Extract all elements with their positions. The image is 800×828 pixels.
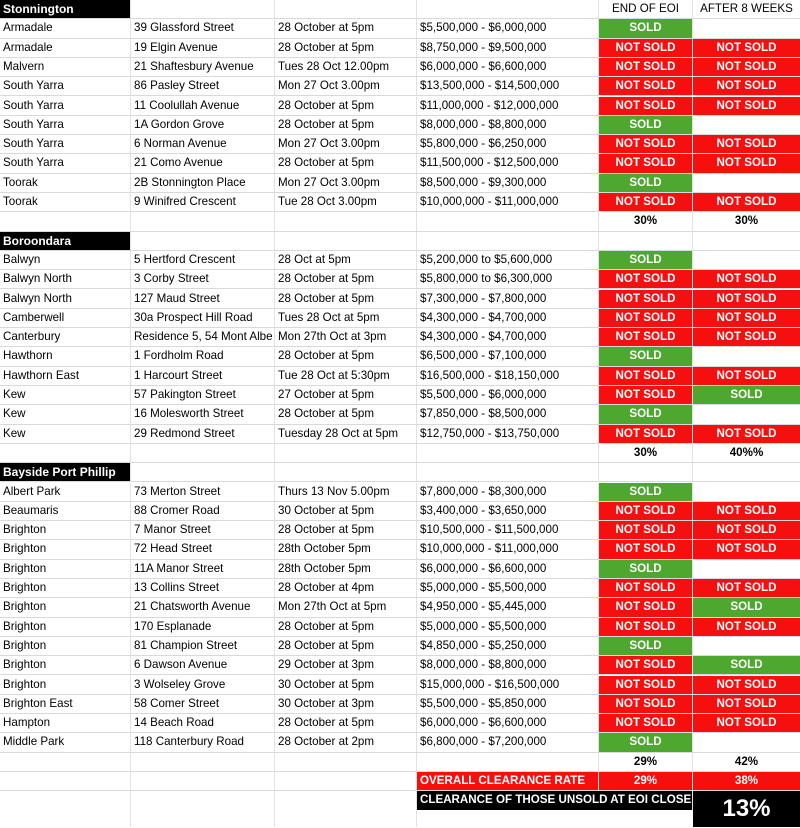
eoi-date-cell[interactable]: 28 October at 5pm (275, 19, 417, 37)
end-of-eoi-status-cell[interactable]: SOLD (599, 483, 693, 501)
price-range-cell[interactable]: $5,800,000 to $6,300,000 (417, 270, 599, 288)
address-cell[interactable]: 73 Merton Street (131, 483, 275, 501)
after-8-weeks-status-cell[interactable]: SOLD (693, 386, 800, 404)
summary-end-of-eoi-rate[interactable]: 30% (599, 212, 693, 230)
eoi-date-cell[interactable]: 28 October at 2pm (275, 733, 417, 751)
empty-cell[interactable] (275, 444, 417, 462)
end-of-eoi-status-cell[interactable]: SOLD (599, 637, 693, 655)
address-cell[interactable]: 57 Pakington Street (131, 386, 275, 404)
suburb-cell[interactable]: Brighton (0, 676, 131, 694)
end-of-eoi-status-cell[interactable]: NOT SOLD (599, 135, 693, 153)
empty-cell[interactable] (131, 212, 275, 230)
after-8-weeks-status-cell[interactable]: NOT SOLD (693, 579, 800, 597)
end-of-eoi-status-cell[interactable]: NOT SOLD (599, 579, 693, 597)
suburb-cell[interactable]: Malvern (0, 58, 131, 76)
end-of-eoi-status-cell[interactable]: SOLD (599, 251, 693, 269)
after-8-weeks-status-cell[interactable] (693, 116, 800, 134)
after-8-weeks-status-cell[interactable]: SOLD (693, 656, 800, 674)
end-of-eoi-status-cell[interactable]: SOLD (599, 347, 693, 365)
price-range-cell[interactable]: $5,800,000 - $6,250,000 (417, 135, 599, 153)
table-row (0, 270, 800, 289)
end-of-eoi-status-cell[interactable]: NOT SOLD (599, 676, 693, 694)
eoi-date-cell[interactable]: 28 October at 5pm (275, 618, 417, 636)
eoi-date-cell[interactable]: Mon 27 Oct 3.00pm (275, 174, 417, 192)
eoi-date-cell[interactable]: 28 October at 5pm (275, 714, 417, 732)
after-8-weeks-status-cell[interactable] (693, 560, 800, 578)
price-range-cell[interactable]: $6,000,000 - $6,600,000 (417, 714, 599, 732)
address-cell[interactable]: 14 Beach Road (131, 714, 275, 732)
address-cell[interactable]: 72 Head Street (131, 540, 275, 558)
eoi-date-cell[interactable]: Mon 27 Oct 3.00pm (275, 77, 417, 95)
address-cell[interactable]: 1A Gordon Grove (131, 116, 275, 134)
price-range-cell[interactable]: $5,000,000 - $5,500,000 (417, 579, 599, 597)
price-range-cell[interactable]: $7,300,000 - $7,800,000 (417, 290, 599, 308)
summary-after-8-weeks-rate[interactable]: 42% (734, 754, 759, 768)
suburb-cell[interactable]: Balwyn North (0, 270, 131, 288)
address-cell[interactable]: 81 Champion Street (131, 637, 275, 655)
address-cell[interactable]: 1 Fordholm Road (131, 347, 275, 365)
suburb-cell[interactable]: South Yarra (0, 77, 131, 95)
price-range-cell[interactable]: $10,000,000 - $11,000,000 (417, 540, 599, 558)
price-range-cell[interactable]: $5,200,000 to $5,600,000 (417, 251, 599, 269)
table-row (0, 193, 800, 212)
suburb-cell[interactable]: Balwyn (0, 251, 131, 269)
end-of-eoi-status-cell[interactable]: SOLD (599, 733, 693, 751)
end-of-eoi-status-cell[interactable]: NOT SOLD (599, 598, 693, 616)
table-row (0, 405, 800, 424)
suburb-cell[interactable]: Kew (0, 405, 131, 423)
overall-after-8-weeks-rate[interactable]: 38% (693, 772, 800, 790)
table-row (0, 39, 800, 58)
table-row (0, 579, 800, 598)
empty-cell[interactable] (0, 212, 131, 230)
after-8-weeks-status-cell[interactable]: NOT SOLD (693, 135, 800, 153)
suburb-cell[interactable]: Hawthorn (0, 347, 131, 365)
address-cell[interactable]: 2B Stonnington Place (131, 174, 275, 192)
end-of-eoi-status-cell[interactable]: NOT SOLD (599, 695, 693, 713)
after-8-weeks-status-cell[interactable]: NOT SOLD (693, 618, 800, 636)
eoi-date-cell[interactable]: Tue 28 Oct 3.00pm (275, 193, 417, 211)
empty-cell[interactable] (131, 753, 275, 771)
suburb-cell[interactable]: Armadale (0, 39, 131, 57)
section-header-row (0, 463, 800, 482)
after-8-weeks-status-cell[interactable]: NOT SOLD (693, 502, 800, 520)
address-cell[interactable]: 13 Collins Street (131, 579, 275, 597)
suburb-cell[interactable]: Kew (0, 425, 131, 443)
section-header-row (0, 0, 800, 19)
end-of-eoi-status-cell[interactable]: SOLD (599, 19, 693, 37)
end-of-eoi-status-cell[interactable]: NOT SOLD (599, 77, 693, 95)
after-8-weeks-status-cell[interactable] (693, 405, 800, 423)
eoi-date-cell[interactable]: Mon 27th Oct at 3pm (275, 328, 417, 346)
empty-cell[interactable] (693, 463, 800, 481)
eoi-date-cell[interactable]: Tues 28 Oct at 5pm (275, 309, 417, 327)
eoi-date-cell[interactable]: 28 October at 5pm (275, 97, 417, 115)
table-row (0, 521, 800, 540)
suburb-cell[interactable]: Toorak (0, 174, 131, 192)
empty-cell[interactable] (275, 791, 417, 827)
after-8-weeks-status-cell[interactable] (693, 483, 800, 501)
eoi-date-cell[interactable]: Tue 28 Oct at 5:30pm (275, 367, 417, 385)
empty-cell[interactable] (131, 444, 275, 462)
section-header-row (0, 232, 800, 251)
table-row (0, 483, 800, 502)
price-range-cell[interactable]: $6,000,000 - $6,600,000 (417, 58, 599, 76)
price-range-cell[interactable]: $16,500,000 - $18,150,000 (417, 367, 599, 385)
address-cell[interactable]: 3 Wolseley Grove (131, 676, 275, 694)
address-cell[interactable]: 86 Pasley Street (131, 77, 275, 95)
overall-clearance-label[interactable]: OVERALL CLEARANCE RATE (417, 772, 599, 790)
table-row (0, 58, 800, 77)
table-row (0, 309, 800, 328)
eoi-date-cell[interactable]: 28 October at 5pm (275, 39, 417, 57)
section-summary-row (0, 444, 800, 463)
price-range-cell[interactable]: $7,850,000 - $8,500,000 (417, 405, 599, 423)
after-8-weeks-status-cell[interactable]: NOT SOLD (693, 695, 800, 713)
section-title[interactable]: Bayside Port Phillip (0, 463, 131, 481)
address-cell[interactable]: 21 Shaftesbury Avenue (131, 58, 275, 76)
after-8-weeks-status-cell[interactable] (693, 637, 800, 655)
suburb-cell[interactable]: Camberwell (0, 309, 131, 327)
end-of-eoi-status-cell[interactable]: NOT SOLD (599, 386, 693, 404)
overall-end-of-eoi-rate[interactable]: 29% (599, 772, 693, 790)
suburb-cell[interactable]: Kew (0, 386, 131, 404)
after-8-weeks-status-cell[interactable] (693, 19, 800, 37)
empty-cell[interactable] (0, 444, 131, 462)
eoi-date-cell[interactable]: 28 October at 5pm (275, 347, 417, 365)
summary-end-of-eoi-rate[interactable]: 29% (599, 753, 693, 771)
table-row (0, 154, 800, 173)
suburb-cell[interactable]: Hampton (0, 714, 131, 732)
table-row (0, 598, 800, 617)
eoi-date-cell[interactable]: 28th October 5pm (275, 540, 417, 558)
price-range-cell[interactable]: $5,500,000 - $6,000,000 (417, 386, 599, 404)
after-8-weeks-status-cell[interactable]: NOT SOLD (693, 425, 800, 443)
address-cell[interactable]: 39 Glassford Street (131, 19, 275, 37)
empty-cell[interactable] (0, 791, 131, 827)
eoi-date-cell[interactable]: 30 October at 5pm (275, 676, 417, 694)
empty-cell[interactable] (275, 463, 417, 481)
end-of-eoi-status-cell[interactable]: SOLD (599, 405, 693, 423)
end-of-eoi-status-cell[interactable]: NOT SOLD (599, 540, 693, 558)
price-range-cell[interactable]: $5,500,000 - $5,850,000 (417, 695, 599, 713)
after-8-weeks-status-cell[interactable]: NOT SOLD (693, 270, 800, 288)
after-8-weeks-status-cell[interactable]: NOT SOLD (693, 540, 800, 558)
address-cell[interactable]: 21 Chatsworth Avenue (131, 598, 275, 616)
price-range-cell[interactable]: $6,800,000 - $7,200,000 (417, 733, 599, 751)
price-range-cell[interactable]: $4,300,000 - $4,700,000 (417, 309, 599, 327)
end-of-eoi-status-cell[interactable]: NOT SOLD (599, 425, 693, 443)
price-range-cell[interactable]: $6,000,000 - $6,600,000 (417, 560, 599, 578)
suburb-cell[interactable]: Beaumaris (0, 502, 131, 520)
after-8-weeks-status-cell[interactable] (693, 733, 800, 751)
empty-cell[interactable] (131, 232, 275, 250)
end-of-eoi-status-cell[interactable]: NOT SOLD (599, 193, 693, 211)
empty-cell[interactable] (417, 0, 599, 18)
empty-cell[interactable] (417, 753, 599, 771)
price-range-cell[interactable]: $3,400,000 - $3,650,000 (417, 502, 599, 520)
after-8-weeks-status-cell[interactable]: NOT SOLD (693, 193, 800, 211)
after-8-weeks-status-cell[interactable] (693, 347, 800, 365)
suburb-cell[interactable]: Brighton (0, 560, 131, 578)
price-range-cell[interactable]: $8,000,000 - $8,800,000 (417, 116, 599, 134)
table-row (0, 77, 800, 96)
eoi-date-cell[interactable]: 28th October 5pm (275, 560, 417, 578)
after-8-weeks-status-cell[interactable]: NOT SOLD (693, 676, 800, 694)
table-row (0, 695, 800, 714)
end-of-eoi-status-cell[interactable]: NOT SOLD (599, 290, 693, 308)
table-row (0, 733, 800, 752)
suburb-cell[interactable]: Brighton (0, 618, 131, 636)
address-cell[interactable]: 11A Manor Street (131, 560, 275, 578)
section-summary-row (0, 212, 800, 231)
address-cell[interactable]: 30a Prospect Hill Road (131, 309, 275, 327)
after-8-weeks-status-cell[interactable]: NOT SOLD (693, 309, 800, 327)
after-8-weeks-status-cell[interactable]: NOT SOLD (693, 154, 800, 172)
after-8-weeks-status-cell[interactable]: NOT SOLD (693, 521, 800, 539)
eoi-date-cell[interactable]: 28 October at 5pm (275, 521, 417, 539)
column-header-after-8-weeks[interactable]: AFTER 8 WEEKS (700, 2, 793, 15)
after-8-weeks-status-cell[interactable]: NOT SOLD (693, 290, 800, 308)
price-range-cell[interactable]: $5,000,000 - $5,500,000 (417, 618, 599, 636)
table-row (0, 251, 800, 270)
eoi-date-cell[interactable]: Mon 27 Oct 3.00pm (275, 135, 417, 153)
price-range-cell[interactable]: $8,750,000 - $9,500,000 (417, 39, 599, 57)
address-cell[interactable]: 127 Maud Street (131, 290, 275, 308)
address-cell[interactable]: 88 Cromer Road (131, 502, 275, 520)
end-of-eoi-status-cell[interactable]: NOT SOLD (599, 58, 693, 76)
eoi-date-cell[interactable]: 29 October at 3pm (275, 656, 417, 674)
address-cell[interactable]: 1 Harcourt Street (131, 367, 275, 385)
address-cell[interactable]: 9 Winifred Crescent (131, 193, 275, 211)
eoi-date-cell[interactable]: 28 October at 5pm (275, 290, 417, 308)
after-8-weeks-status-cell[interactable] (693, 174, 800, 192)
suburb-cell[interactable]: Brighton East (0, 695, 131, 713)
address-cell[interactable]: Residence 5, 54 Mont Albe (131, 328, 275, 346)
end-of-eoi-status-cell[interactable]: NOT SOLD (599, 656, 693, 674)
after-8-weeks-status-cell[interactable]: NOT SOLD (693, 367, 800, 385)
table-row (0, 97, 800, 116)
empty-cell[interactable] (275, 232, 417, 250)
end-of-eoi-status-cell[interactable]: NOT SOLD (599, 714, 693, 732)
price-range-cell[interactable]: $12,750,000 - $13,750,000 (417, 425, 599, 443)
section-summary-row (0, 753, 800, 772)
empty-cell[interactable] (275, 772, 417, 790)
empty-cell[interactable] (417, 444, 599, 462)
eoi-date-cell[interactable]: Mon 27th Oct at 5pm (275, 598, 417, 616)
price-range-cell[interactable]: $4,850,000 - $5,250,000 (417, 637, 599, 655)
table-row (0, 135, 800, 154)
eoi-date-cell[interactable]: 28 October at 4pm (275, 579, 417, 597)
end-of-eoi-status-cell[interactable]: NOT SOLD (599, 502, 693, 520)
price-range-cell[interactable]: $11,000,000 - $12,000,000 (417, 97, 599, 115)
table-row (0, 714, 800, 733)
price-range-cell[interactable]: $4,300,000 - $4,700,000 (417, 328, 599, 346)
table-row (0, 618, 800, 637)
column-header-end-of-eoi[interactable]: END OF EOI (599, 0, 693, 18)
empty-cell[interactable] (131, 791, 275, 827)
price-range-cell[interactable]: $6,500,000 - $7,100,000 (417, 347, 599, 365)
suburb-cell[interactable]: Brighton (0, 540, 131, 558)
suburb-cell[interactable]: Brighton (0, 579, 131, 597)
address-cell[interactable]: 3 Corby Street (131, 270, 275, 288)
address-cell[interactable]: 118 Canterbury Road (131, 733, 275, 751)
suburb-cell[interactable]: Armadale (0, 19, 131, 37)
price-range-cell[interactable]: $13,500,000 - $14,500,000 (417, 77, 599, 95)
empty-cell[interactable] (275, 753, 417, 771)
end-of-eoi-status-cell[interactable]: NOT SOLD (599, 309, 693, 327)
end-of-eoi-status-cell[interactable]: SOLD (599, 174, 693, 192)
suburb-cell[interactable]: Balwyn North (0, 290, 131, 308)
eoi-date-cell[interactable]: 28 October at 5pm (275, 116, 417, 134)
empty-cell[interactable] (417, 212, 599, 230)
suburb-cell[interactable]: Brighton (0, 656, 131, 674)
after-8-weeks-status-cell[interactable]: NOT SOLD (693, 328, 800, 346)
address-cell[interactable]: 6 Dawson Avenue (131, 656, 275, 674)
eoi-date-cell[interactable]: 28 October at 5pm (275, 637, 417, 655)
suburb-cell[interactable]: Albert Park (0, 483, 131, 501)
address-cell[interactable]: 7 Manor Street (131, 521, 275, 539)
address-cell[interactable]: 19 Elgin Avenue (131, 39, 275, 57)
overall-clearance-row (0, 772, 800, 791)
suburb-cell[interactable]: South Yarra (0, 135, 131, 153)
after-8-weeks-status-cell[interactable]: NOT SOLD (693, 714, 800, 732)
suburb-cell[interactable]: Brighton (0, 637, 131, 655)
table-row (0, 19, 800, 38)
price-range-cell[interactable]: $7,800,000 - $8,300,000 (417, 483, 599, 501)
price-range-cell[interactable]: $8,000,000 - $8,800,000 (417, 656, 599, 674)
eoi-date-cell[interactable]: 30 October at 3pm (275, 695, 417, 713)
address-cell[interactable]: 6 Norman Avenue (131, 135, 275, 153)
suburb-cell[interactable]: Brighton (0, 598, 131, 616)
table-row (0, 560, 800, 579)
section-title[interactable]: Stonnington (0, 0, 131, 18)
empty-cell[interactable] (417, 232, 599, 250)
address-cell[interactable]: 21 Como Avenue (131, 154, 275, 172)
empty-cell[interactable] (0, 772, 131, 790)
price-range-cell[interactable]: $11,500,000 - $12,500,000 (417, 154, 599, 172)
price-range-cell[interactable]: $10,500,000 - $11,500,000 (417, 521, 599, 539)
table-row (0, 174, 800, 193)
table-row (0, 425, 800, 444)
after-8-weeks-status-cell[interactable] (693, 251, 800, 269)
section-title[interactable]: Boroondara (0, 232, 131, 250)
eoi-date-cell[interactable]: Thurs 13 Nov 5.00pm (275, 483, 417, 501)
suburb-cell[interactable]: South Yarra (0, 116, 131, 134)
unsold-clearance-row (0, 791, 800, 827)
table-row (0, 116, 800, 135)
end-of-eoi-status-cell[interactable]: NOT SOLD (599, 618, 693, 636)
table-row (0, 328, 800, 347)
empty-cell[interactable] (417, 463, 599, 481)
table-row (0, 386, 800, 405)
after-8-weeks-status-cell[interactable]: SOLD (693, 598, 800, 616)
table-row (0, 347, 800, 366)
empty-cell[interactable] (693, 232, 800, 250)
summary-after-8-weeks-rate[interactable]: 30% (734, 214, 759, 228)
table-row (0, 290, 800, 309)
suburb-cell[interactable]: Hawthorn East (0, 367, 131, 385)
suburb-cell[interactable]: Brighton (0, 521, 131, 539)
end-of-eoi-status-cell[interactable]: NOT SOLD (599, 39, 693, 57)
end-of-eoi-status-cell[interactable]: NOT SOLD (599, 521, 693, 539)
end-of-eoi-status-cell[interactable]: NOT SOLD (599, 154, 693, 172)
end-of-eoi-status-cell[interactable]: NOT SOLD (599, 367, 693, 385)
address-cell[interactable]: 5 Hertford Crescent (131, 251, 275, 269)
suburb-cell[interactable]: South Yarra (0, 97, 131, 115)
after-8-weeks-status-cell[interactable]: NOT SOLD (693, 77, 800, 95)
table-row (0, 676, 800, 695)
table-row (0, 637, 800, 656)
after-8-weeks-status-cell[interactable]: NOT SOLD (693, 58, 800, 76)
price-range-cell[interactable]: $8,500,000 - $9,300,000 (417, 174, 599, 192)
eoi-date-cell[interactable]: 30 October at 5pm (275, 502, 417, 520)
table-row (0, 502, 800, 521)
end-of-eoi-status-cell[interactable]: NOT SOLD (599, 270, 693, 288)
eoi-date-cell[interactable]: 27 October at 5pm (275, 386, 417, 404)
address-cell[interactable]: 170 Esplanade (131, 618, 275, 636)
price-range-cell[interactable]: $5,500,000 - $6,000,000 (417, 19, 599, 37)
eoi-date-cell[interactable]: 28 October at 5pm (275, 270, 417, 288)
price-range-cell[interactable]: $4,950,000 - $5,445,000 (417, 598, 599, 616)
end-of-eoi-status-cell[interactable]: NOT SOLD (599, 328, 693, 346)
empty-cell[interactable] (131, 0, 275, 18)
unsold-clearance-label[interactable]: CLEARANCE OF THOSE UNSOLD AT EOI CLOSE (417, 791, 693, 810)
address-cell[interactable]: 29 Redmond Street (131, 425, 275, 443)
end-of-eoi-status-cell[interactable]: SOLD (599, 560, 693, 578)
summary-end-of-eoi-rate[interactable]: 30% (599, 444, 693, 462)
empty-cell[interactable] (275, 0, 417, 18)
empty-cell[interactable] (131, 772, 275, 790)
price-range-cell[interactable]: $15,000,000 - $16,500,000 (417, 676, 599, 694)
suburb-cell[interactable]: Toorak (0, 193, 131, 211)
eoi-date-cell[interactable]: 28 October at 5pm (275, 405, 417, 423)
table-row (0, 540, 800, 559)
address-cell[interactable]: 16 Molesworth Street (131, 405, 275, 423)
empty-cell[interactable] (599, 232, 693, 250)
eoi-date-cell[interactable]: Tues 28 Oct 12.00pm (275, 58, 417, 76)
after-8-weeks-status-cell[interactable]: NOT SOLD (693, 97, 800, 115)
suburb-cell[interactable]: Canterbury (0, 328, 131, 346)
end-of-eoi-status-cell[interactable]: SOLD (599, 116, 693, 134)
table-row (0, 367, 800, 386)
table-row (0, 656, 800, 675)
empty-cell[interactable] (131, 463, 275, 481)
suburb-cell[interactable]: Middle Park (0, 733, 131, 751)
end-of-eoi-status-cell[interactable]: NOT SOLD (599, 97, 693, 115)
price-range-cell[interactable]: $10,000,000 - $11,000,000 (417, 193, 599, 211)
address-cell[interactable]: 58 Comer Street (131, 695, 275, 713)
summary-after-8-weeks-rate[interactable]: 40%% (729, 445, 764, 459)
address-cell[interactable]: 11 Coolullah Avenue (131, 97, 275, 115)
eoi-date-cell[interactable]: 28 Oct at 5pm (275, 251, 417, 269)
empty-cell[interactable] (275, 212, 417, 230)
eoi-date-cell[interactable]: 28 October at 5pm (275, 154, 417, 172)
empty-cell[interactable] (599, 463, 693, 481)
empty-cell[interactable] (0, 753, 131, 771)
eoi-date-cell[interactable]: Tuesday 28 Oct at 5pm (275, 425, 417, 443)
suburb-cell[interactable]: South Yarra (0, 154, 131, 172)
after-8-weeks-status-cell[interactable]: NOT SOLD (693, 39, 800, 57)
unsold-clearance-rate[interactable]: 13% (693, 791, 800, 827)
